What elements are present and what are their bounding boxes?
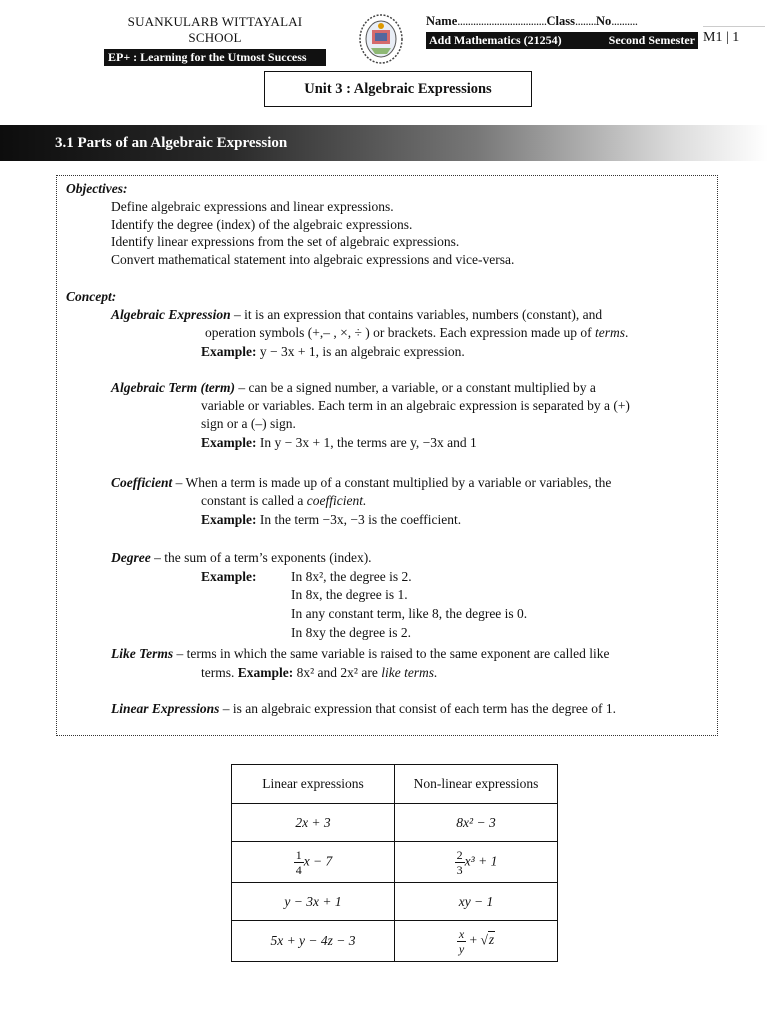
class-label: Class [546, 14, 575, 28]
no-blank: .......... [611, 14, 638, 28]
fraction: $\frac{x}{y}$ [458, 926, 465, 956]
objective-item: Identify linear expressions from the set of algebraic expressions. [111, 234, 460, 249]
table-header: Linear expressions [232, 765, 395, 804]
algebraic-expression-def: Algebraic Expression – it is an expression that contains variables, numbers (constant), and [111, 307, 603, 322]
algebraic-expression-example: Example: y − 3x + 1, is an algebraic expression. [201, 344, 465, 359]
semester: Second Semester [608, 33, 695, 47]
objective-item: Define algebraic expressions and linear expressions. [111, 199, 394, 214]
expressions-table [231, 764, 558, 962]
objectives-heading: Objectives: [66, 181, 128, 196]
coefficient-example: Example: In the term −3x, −3 is the coefficient. [201, 512, 462, 527]
concept-box [56, 175, 718, 736]
name-blank: .................................. [457, 14, 547, 28]
coefficient-def: Coefficient – When a term is made up of a constant multiplied by a variable or variables, the [111, 475, 612, 490]
no-label: No [595, 14, 612, 28]
algebraic-term-def-cont: sign or a (–) sign. [201, 416, 296, 431]
school-header [104, 14, 326, 66]
name-label: Name [426, 14, 458, 28]
table-row [232, 804, 558, 842]
like-terms-example: terms. Example: 8x² and 2x² are like terms. [201, 665, 438, 680]
table-row [232, 921, 558, 962]
table-cell: 8x² − 3 [395, 804, 558, 842]
coefficient-def-cont: constant is called a coefficient. [201, 493, 367, 508]
table-cell: 5x + y − 4z − 3 [232, 921, 395, 962]
subject-bar [426, 32, 698, 49]
page-rule [703, 26, 765, 27]
school-logo-icon [357, 12, 405, 66]
table-cell: 2x + 3 [232, 804, 395, 842]
algebraic-term-example: Example: In y − 3x + 1, the terms are y, −3x and 1 [201, 435, 477, 450]
section-title: 3.1 Parts of an Algebraic Expression [55, 134, 288, 151]
table-cell: $\frac{1}{4}$ x − 7 [232, 842, 395, 883]
like-terms-def: Like Terms – terms in which the same variable is raised to the same exponent are called like [111, 646, 610, 661]
algebraic-expression-def-cont: operation symbols (+,– , ×, ÷ ) or brackets. Each expression made up of terms. [205, 325, 629, 340]
objective-item: Identify the degree (index) of the algebraic expressions. [111, 217, 413, 232]
degree-example-label: Example: [201, 569, 257, 584]
name-class-no-line [426, 14, 698, 29]
class-blank: ........ [574, 14, 596, 28]
unit-title: Unit 3 : Algebraic Expressions [264, 71, 532, 107]
page-number: M1 | 1 [703, 30, 740, 45]
algebraic-term-def: Algebraic Term (term) – can be a signed number, a variable, or a constant multiplied by a [111, 380, 596, 395]
table-cell: xy − 1 [395, 883, 558, 921]
table-cell: $\frac{x}{y}$ + √z [395, 921, 558, 962]
fraction: $\frac{2}{3}$ [456, 847, 463, 877]
table-row [232, 842, 558, 883]
school-name: SUANKULARB WITTAYALAI SCHOOL [127, 14, 303, 45]
table-header-row [232, 765, 558, 804]
degree-example: In 8x², the degree is 2. [291, 569, 412, 584]
table-cell: y − 3x + 1 [232, 883, 395, 921]
section-title-bar [0, 125, 768, 161]
table-header: Non-linear expressions [395, 765, 558, 804]
objective-item: Convert mathematical statement into algebraic expressions and vice-versa. [111, 252, 515, 267]
concept-heading: Concept: [66, 289, 117, 304]
student-info-header [426, 14, 698, 49]
degree-example: In any constant term, like 8, the degree is 0. [291, 606, 528, 621]
algebraic-term-def-cont: variable or variables. Each term in an algebraic expression is separated by a (+) [201, 398, 630, 413]
table-row [232, 883, 558, 921]
degree-def: Degree – the sum of a term’s exponents (index). [111, 550, 372, 565]
degree-example: In 8x, the degree is 1. [291, 587, 408, 602]
degree-example: In 8xy the degree is 2. [291, 625, 411, 640]
linear-expressions-def: Linear Expressions – is an algebraic expression that consist of each term has the degree of 1. [111, 701, 617, 716]
table-cell: $\frac{2}{3}$ x³ + 1 [395, 842, 558, 883]
subject-name: Add Mathematics (21254) [429, 33, 562, 47]
school-motto: EP+ : Learning for the Utmost Success [104, 49, 326, 66]
fraction: $\frac{1}{4}$ [295, 847, 302, 877]
